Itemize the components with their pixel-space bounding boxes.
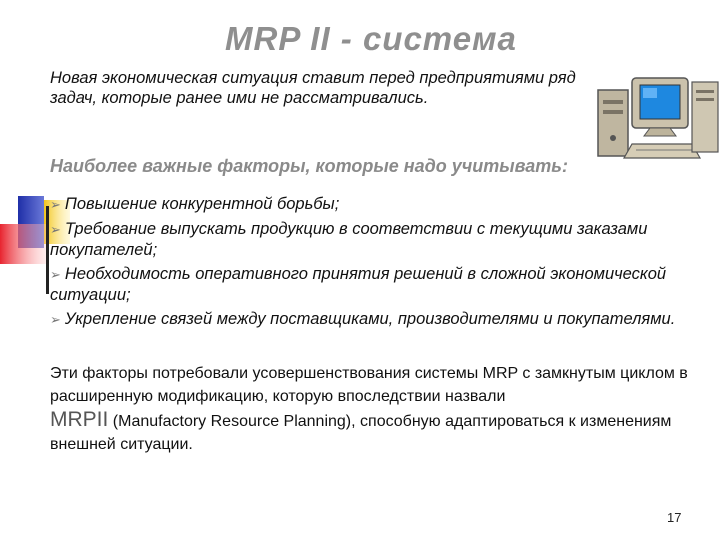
body-line-2: (Manufactory Resource Planning), способную адаптироваться к изменениям [112,413,672,430]
page-number: 17 [667,510,682,525]
factor-list [50,194,720,334]
list-item [50,194,720,215]
list-item-text: Необходимость оперативного принятия решений в сложной экономической ситуации; [50,265,667,304]
factors-heading: Наиболее важные факторы, которые надо учитывать: [50,156,568,176]
slide-title: MRP II - система [225,20,517,57]
body-paragraph [50,362,710,456]
arrow-bullet-icon: ➢ [50,312,61,327]
intro-paragraph: Новая экономическая ситуация ставит перед предприятиями ряд задач, которые ранее ими не рассматривались. [50,69,576,107]
list-item [50,219,720,260]
list-item [50,264,720,305]
list-item [50,309,720,330]
arrow-bullet-icon: ➢ [50,267,61,282]
list-item-text: Повышение конкурентной борьбы; [64,195,340,213]
list-item-text: Укрепление связей между поставщиками, производителями и покупателями. [64,310,676,328]
arrow-bullet-icon: ➢ [50,197,61,212]
list-item-text: Требование выпускать продукцию в соответствии с текущими заказами покупателей; [50,220,648,259]
body-line-1: Эти факторы потребовали усовершенствования системы MRP с замкнутым циклом в расширенную модификацию, которую впоследствии назвали [50,365,688,405]
arrow-bullet-icon: ➢ [50,222,61,237]
body-line-3: внешней ситуации. [50,436,193,453]
mrp2-label: MRPII [50,408,109,431]
computer-clipart-icon [596,72,720,164]
